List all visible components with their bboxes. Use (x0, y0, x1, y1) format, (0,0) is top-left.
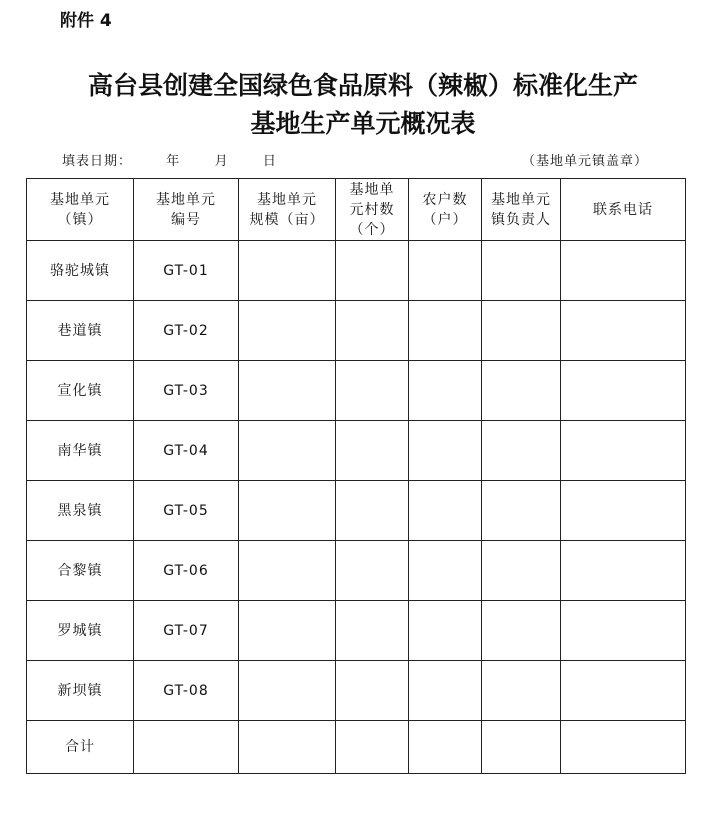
cell-town-leader[interactable] (482, 661, 561, 721)
cell-contact-phone[interactable] (561, 601, 686, 661)
cell-total-leader[interactable] (482, 721, 561, 774)
cell-contact-phone[interactable] (561, 541, 686, 601)
header-unit-code: 基地单元 编号 (134, 179, 239, 241)
cell-total-code[interactable] (134, 721, 239, 774)
cell-town: 新坝镇 (27, 661, 134, 721)
cell-town: 宣化镇 (27, 361, 134, 421)
cell-household-count[interactable] (409, 241, 482, 301)
cell-town-leader[interactable] (482, 361, 561, 421)
cell-unit-scale[interactable] (239, 481, 336, 541)
cell-household-count[interactable] (409, 301, 482, 361)
cell-contact-phone[interactable] (561, 301, 686, 361)
seal-note: （基地单元镇盖章） (521, 154, 648, 169)
table-row (27, 541, 686, 601)
day-label: 日 (262, 154, 277, 169)
cell-total-scale[interactable] (239, 721, 336, 774)
cell-unit-scale[interactable] (239, 241, 336, 301)
total-row (27, 721, 686, 774)
month-label: 月 (214, 154, 229, 169)
header-village-count: 基地单 元村数 （个） (336, 179, 409, 241)
cell-unit-scale[interactable] (239, 301, 336, 361)
header-unit-scale: 基地单元 规模（亩） (239, 179, 336, 241)
cell-unit-scale[interactable] (239, 421, 336, 481)
cell-town: 骆驼城镇 (27, 241, 134, 301)
cell-unit-code: GT-01 (134, 241, 239, 301)
cell-contact-phone[interactable] (561, 481, 686, 541)
cell-unit-code: GT-02 (134, 301, 239, 361)
cell-town-leader[interactable] (482, 481, 561, 541)
attachment-label: 附件 4 (60, 11, 112, 31)
cell-contact-phone[interactable] (561, 361, 686, 421)
cell-household-count[interactable] (409, 481, 482, 541)
cell-total-villages[interactable] (336, 721, 409, 774)
cell-unit-scale[interactable] (239, 601, 336, 661)
cell-town-leader[interactable] (482, 421, 561, 481)
cell-town-leader[interactable] (482, 541, 561, 601)
cell-village-count[interactable] (336, 361, 409, 421)
year-label: 年 (166, 154, 181, 169)
cell-household-count[interactable] (409, 421, 482, 481)
cell-unit-code: GT-07 (134, 601, 239, 661)
table-row (27, 601, 686, 661)
header-town-leader: 基地单元 镇负责人 (482, 179, 561, 241)
table-row (27, 421, 686, 481)
cell-total-label: 合计 (27, 721, 134, 774)
cell-unit-code: GT-04 (134, 421, 239, 481)
table-row (27, 481, 686, 541)
header-town: 基地单元 （镇） (27, 179, 134, 241)
fill-date-row (62, 150, 277, 169)
cell-town: 巷道镇 (27, 301, 134, 361)
header-contact-phone: 联系电话 (561, 179, 686, 241)
cell-town: 合黎镇 (27, 541, 134, 601)
cell-unit-code: GT-06 (134, 541, 239, 601)
cell-village-count[interactable] (336, 421, 409, 481)
cell-contact-phone[interactable] (561, 241, 686, 301)
table-row (27, 361, 686, 421)
cell-village-count[interactable] (336, 241, 409, 301)
cell-contact-phone[interactable] (561, 661, 686, 721)
cell-household-count[interactable] (409, 601, 482, 661)
cell-total-households[interactable] (409, 721, 482, 774)
cell-town: 黑泉镇 (27, 481, 134, 541)
cell-town-leader[interactable] (482, 241, 561, 301)
cell-village-count[interactable] (336, 481, 409, 541)
cell-village-count[interactable] (336, 661, 409, 721)
cell-village-count[interactable] (336, 541, 409, 601)
cell-town-leader[interactable] (482, 601, 561, 661)
document-title-line1: 高台县创建全国绿色食品原料（辣椒）标准化生产 (87, 71, 638, 100)
table-header-row (27, 179, 686, 241)
fill-date-label: 填表日期： (62, 154, 133, 169)
cell-unit-scale[interactable] (239, 661, 336, 721)
cell-contact-phone[interactable] (561, 421, 686, 481)
cell-unit-scale[interactable] (239, 541, 336, 601)
cell-household-count[interactable] (409, 541, 482, 601)
cell-unit-code: GT-08 (134, 661, 239, 721)
cell-household-count[interactable] (409, 361, 482, 421)
cell-unit-code: GT-03 (134, 361, 239, 421)
cell-town: 南华镇 (27, 421, 134, 481)
production-unit-table (26, 178, 686, 774)
cell-unit-scale[interactable] (239, 361, 336, 421)
table-row (27, 241, 686, 301)
cell-unit-code: GT-05 (134, 481, 239, 541)
cell-household-count[interactable] (409, 661, 482, 721)
cell-town: 罗城镇 (27, 601, 134, 661)
cell-total-phone[interactable] (561, 721, 686, 774)
cell-village-count[interactable] (336, 601, 409, 661)
document-title-line2: 基地生产单元概况表 (250, 109, 476, 138)
table-row (27, 301, 686, 361)
header-household-count: 农户数 （户） (409, 179, 482, 241)
cell-village-count[interactable] (336, 301, 409, 361)
cell-town-leader[interactable] (482, 301, 561, 361)
table-row (27, 661, 686, 721)
